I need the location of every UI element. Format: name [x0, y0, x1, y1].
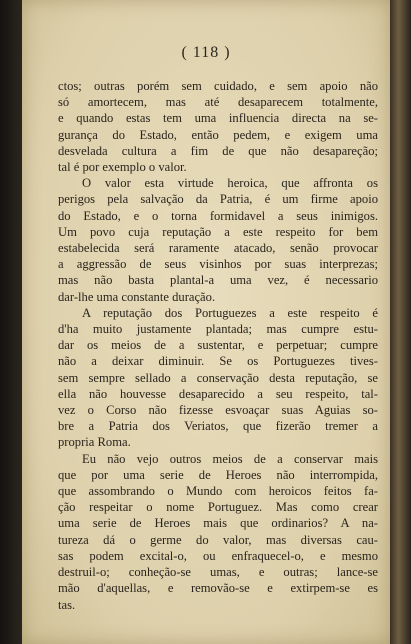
text-line: perigos pela salvação da Patria, é um firme apoio	[58, 192, 378, 207]
page-number: ( 118 )	[22, 44, 390, 62]
text-line: desvelada cultura a fim de que não desapareção;	[58, 143, 378, 158]
text-line: não a deixar diminuir. Se os Portuguezes tives-	[58, 354, 378, 369]
text-line: que assombrando o Mundo com heroicos feitos fa-	[58, 484, 378, 499]
text-line: mão d'aquellas, e removão-se e extirpem-se es	[58, 581, 378, 596]
text-line: O valor esta virtude heroica, que affronta os	[82, 176, 378, 191]
text-line: tureza dá o germe do valor, mas diversas cau-	[58, 532, 378, 547]
body-text	[58, 78, 378, 613]
text-line: a aggressão de seus visinhos por suas interprezas;	[58, 257, 378, 272]
text-line: só amortecem, mas até desaparecem totalmente,	[58, 95, 378, 110]
text-line: sas podem excital-o, ou enfraquecel-o, e mesmo	[58, 548, 378, 563]
text-line: uma serie de Heroes mais que ordinarios? A na-	[58, 516, 378, 531]
text-line: dar-lhe uma constante duração.	[58, 289, 216, 304]
book-binding-left	[0, 0, 22, 644]
text-line: A reputação dos Portuguezes a este respeito é	[82, 305, 378, 320]
text-line: destruil-o; conheção-se umas, e outras; lance-se	[58, 565, 378, 580]
page-edge-right	[390, 0, 411, 644]
text-line: ctos; outras porém sem cuidado, e sem apoio não	[58, 79, 378, 93]
book-page	[22, 0, 390, 644]
text-line: ção respeitar o nome Portuguez. Mas como crear	[58, 500, 378, 515]
text-line: d'ha muito justamente plantada; mas cumpre estu-	[58, 322, 378, 337]
text-line: estabelecida será raramente atacado, senão provocar	[58, 241, 378, 256]
text-line: sem sempre sellado a conservação desta reputação, se	[58, 370, 378, 385]
text-line: Eu não vejo outros meios de a conservar mais	[82, 451, 378, 466]
text-line: vez o Corso não fizesse esvoaçar suas Aguias so-	[58, 403, 378, 418]
text-line: mas não basta plantal-a uma vez, é necessario	[58, 273, 378, 288]
text-line: que por uma serie de Heroes não interrompida,	[58, 467, 378, 482]
text-line: e quando estas tem uma influencia directa na se-	[58, 111, 378, 126]
text-line: gurança do Estado, então pedem, e exigem uma	[58, 127, 378, 142]
text-line: Um povo cuja reputação a este respeito for bem	[58, 224, 378, 239]
text-line: dar os meios de a sustentar, e perpetuar; cumpre	[58, 338, 378, 353]
text-line: bre a Patria dos Veriatos, que fizerão tremer a	[58, 419, 378, 434]
text-line: do Estado, e o torna formidavel a seus inimigos.	[58, 208, 378, 223]
text-line: propria Roma.	[58, 435, 131, 450]
text-line: tal é por exemplo o valor.	[58, 160, 187, 175]
text-line: ella não houvesse desaparecido a seu respeito, tal-	[58, 386, 378, 401]
text-line: tas.	[58, 597, 76, 612]
